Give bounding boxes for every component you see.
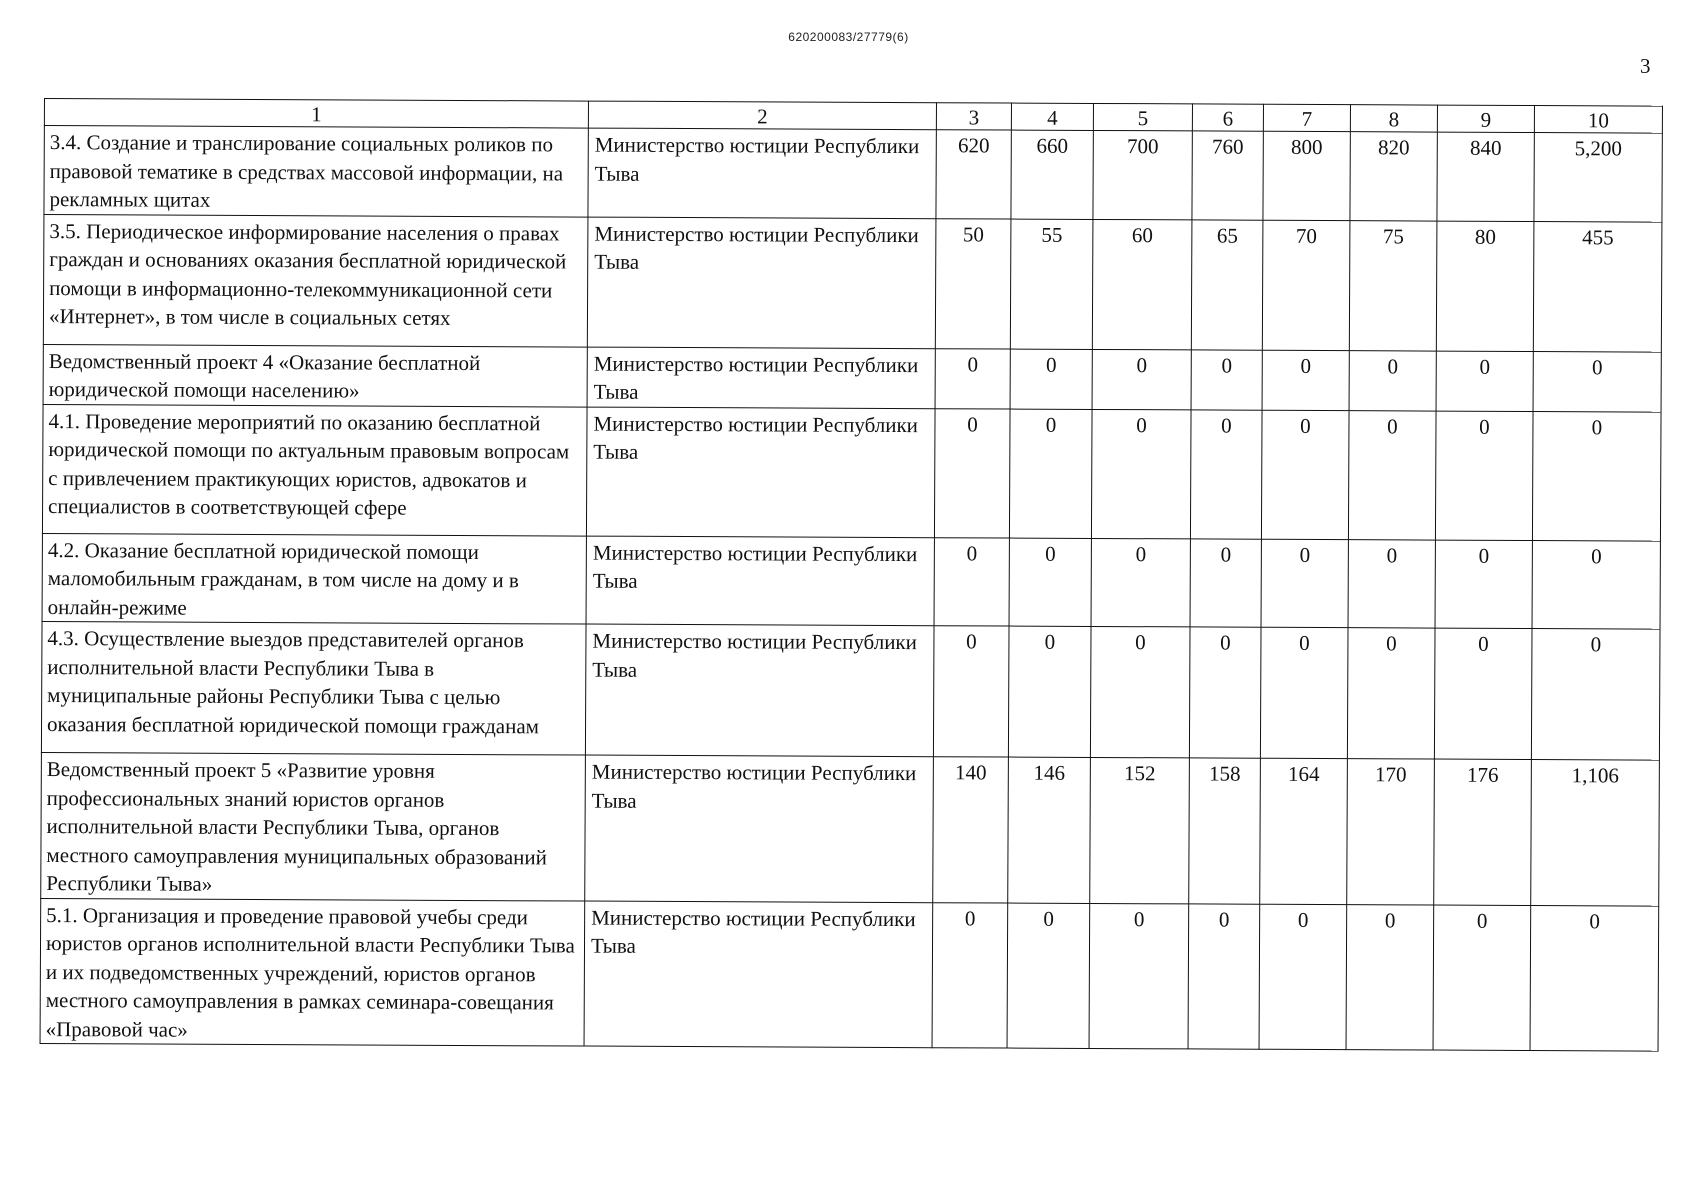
value-cell: 700 — [1093, 130, 1192, 219]
header-cell: 3 — [936, 103, 1011, 130]
value-cell: 0 — [1191, 349, 1262, 409]
row-name-cell: 3.4. Создание и транслирование социальных роликов по правовой тематике в средствах массовой информации, на рекламных щитах — [44, 126, 588, 217]
value-cell: 0 — [1261, 410, 1349, 539]
value-cell: 0 — [1259, 904, 1347, 1050]
executor-cell: Министерство юстиции Республики Тыва — [588, 128, 936, 218]
row-name-cell: 5.1. Организация и проведение правовой учебы среди юристов органов исполнительной власти Республики Тыва и их подведомственных учреждений, юристов органов местного самоуправления в рамках семинара-совещания «Правовой час» — [40, 898, 585, 1046]
value-cell: 0 — [1190, 409, 1262, 538]
value-cell: 800 — [1263, 131, 1350, 220]
row-name-cell: 4.3. Осуществление выездов представителей органов исполнительной власти Республики Тыва в муниципальные районы Республики Тыва с целью оказания бесплатной юридической помощи гражданам — [41, 621, 586, 755]
value-cell: 0 — [1009, 409, 1092, 538]
header-cell: 2 — [588, 101, 936, 130]
value-cell: 0 — [1348, 410, 1436, 539]
value-cell: 0 — [1089, 903, 1189, 1049]
value-cell: 0 — [1091, 538, 1190, 627]
value-cell: 70 — [1262, 220, 1350, 350]
table-row — [43, 214, 1662, 352]
value-cell: 0 — [1346, 904, 1434, 1050]
value-cell: 0 — [1532, 411, 1661, 541]
value-cell: 146 — [1008, 757, 1091, 903]
value-cell: 0 — [1530, 905, 1659, 1051]
value-cell: 75 — [1349, 220, 1437, 350]
value-cell: 840 — [1437, 132, 1534, 221]
value-cell: 0 — [1434, 628, 1532, 759]
row-name-cell: Ведомственный проект 4 «Оказание бесплатной юридической помощи населению» — [43, 344, 587, 407]
value-cell: 455 — [1533, 221, 1662, 352]
executor-cell: Министерство юстиции Республики Тыва — [585, 624, 934, 757]
value-cell: 0 — [934, 408, 1010, 537]
row-name-cell: 4.2. Оказание бесплатной юридической помощи маломобильным гражданам, в том числе на дому и в онлайн-режиме — [42, 533, 586, 624]
table-row — [43, 344, 1661, 412]
budget-table — [40, 98, 1663, 1052]
value-cell: 0 — [1532, 540, 1660, 629]
value-cell: 620 — [936, 130, 1011, 219]
value-cell: 176 — [1434, 759, 1532, 905]
row-name-cell: 3.5. Периодическое информирование населения о правах граждан и основаниях оказания бесплатной юридической помощи в информационно-телекоммуникационной сети «Интернет», в том числе в социальных сетях — [43, 214, 588, 347]
header-cell: 9 — [1437, 105, 1534, 132]
value-cell: 0 — [1349, 350, 1436, 410]
value-cell: 1,106 — [1531, 760, 1660, 906]
value-cell: 0 — [1533, 351, 1661, 412]
value-cell: 0 — [1008, 626, 1091, 757]
executor-cell: Министерство юстиции Республики Тыва — [584, 901, 933, 1048]
value-cell: 0 — [1262, 350, 1349, 410]
value-cell: 0 — [1188, 903, 1260, 1049]
table-row — [42, 533, 1660, 629]
value-cell: 170 — [1347, 759, 1435, 905]
value-cell: 0 — [934, 537, 1009, 626]
header-cell: 8 — [1350, 105, 1437, 132]
row-name-cell: 4.1. Проведение мероприятий по оказанию бесплатной юридической помощи по актуальным правовым вопросам с привлечением практикующих юристов, адвокатов и специалистов в соответствующей сфере — [42, 404, 587, 536]
value-cell: 0 — [1190, 538, 1261, 627]
value-cell: 5,200 — [1534, 133, 1662, 222]
value-cell: 0 — [1092, 349, 1191, 409]
value-cell: 164 — [1260, 758, 1348, 904]
table-row — [41, 621, 1660, 760]
header-cell: 4 — [1011, 103, 1093, 130]
value-cell: 820 — [1350, 132, 1437, 221]
value-cell: 0 — [1261, 539, 1348, 628]
value-cell: 0 — [1531, 629, 1660, 761]
executor-cell: Министерство юстиции Республики Тыва — [586, 536, 934, 626]
value-cell: 0 — [1090, 626, 1190, 757]
table-row — [40, 898, 1659, 1051]
value-cell: 0 — [1260, 627, 1348, 758]
executor-cell: Министерство юстиции Республики Тыва — [587, 347, 935, 409]
value-cell: 0 — [933, 626, 1009, 757]
header-cell: 6 — [1192, 104, 1263, 131]
table-row — [42, 404, 1661, 541]
value-cell: 760 — [1192, 131, 1263, 220]
value-cell: 0 — [1433, 905, 1531, 1051]
document-id: 620200083/27779(6) — [788, 30, 909, 44]
value-cell: 55 — [1010, 219, 1093, 349]
header-cell: 5 — [1093, 103, 1192, 130]
value-cell: 0 — [1010, 349, 1092, 409]
value-cell: 0 — [932, 902, 1008, 1048]
table-row — [44, 126, 1662, 222]
value-cell: 660 — [1011, 130, 1093, 219]
value-cell: 140 — [933, 757, 1009, 903]
value-cell: 0 — [1007, 903, 1090, 1049]
value-cell: 0 — [1189, 627, 1261, 758]
value-cell: 0 — [1348, 539, 1435, 628]
executor-cell: Министерство юстиции Республики Тыва — [585, 755, 934, 902]
value-cell: 0 — [1435, 411, 1533, 540]
value-cell: 158 — [1189, 758, 1261, 904]
executor-cell: Министерство юстиции Республики Тыва — [586, 407, 935, 538]
value-cell: 65 — [1191, 219, 1263, 349]
header-cell: 1 — [44, 99, 588, 129]
table-row — [41, 752, 1660, 905]
page-number: 3 — [1640, 54, 1651, 78]
value-cell: 0 — [1435, 540, 1532, 629]
value-cell: 60 — [1092, 219, 1192, 349]
header-cell: 10 — [1534, 106, 1662, 134]
value-cell: 0 — [1347, 628, 1435, 759]
value-cell: 0 — [935, 348, 1010, 408]
value-cell: 50 — [935, 218, 1011, 348]
value-cell: 0 — [1436, 351, 1533, 411]
header-cell: 7 — [1263, 104, 1350, 131]
executor-cell: Министерство юстиции Республики Тыва — [587, 217, 936, 349]
value-cell: 0 — [1091, 409, 1191, 538]
value-cell: 0 — [1009, 538, 1091, 627]
value-cell: 152 — [1090, 757, 1190, 903]
row-name-cell: Ведомственный проект 5 «Развитие уровня профессиональных знаний юристов органов исполнительной власти Республики Тыва, органов местного самоуправления муниципальных образований Республики Тыва» — [41, 752, 586, 900]
value-cell: 80 — [1436, 221, 1534, 351]
